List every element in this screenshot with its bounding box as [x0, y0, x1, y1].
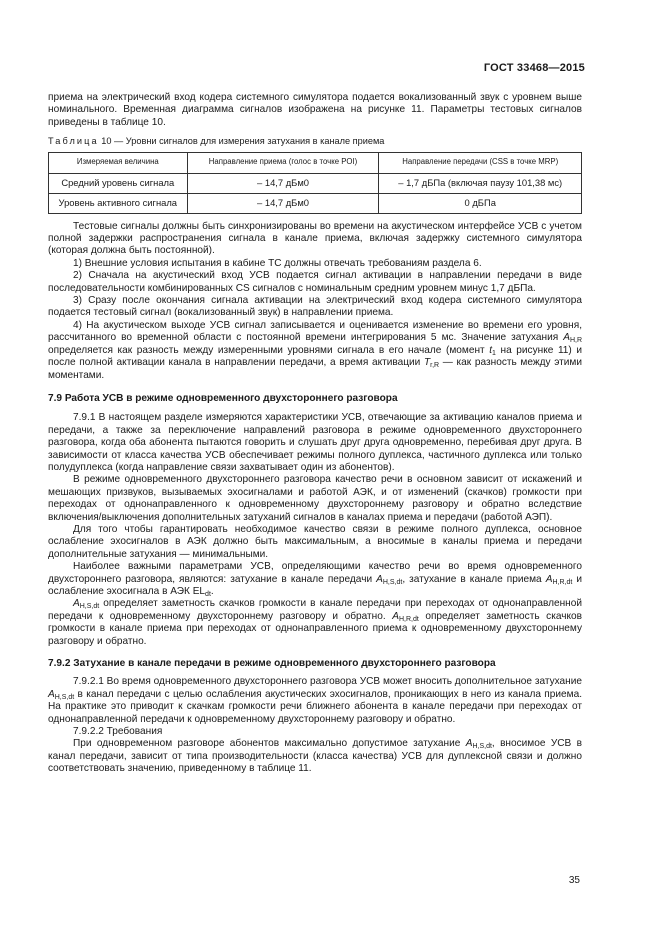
paragraph-requirements: При одновременном разговоре абонентов максимально допустимое затухание $A_{H,S,dt}$, вносимое УСВ в канал передачи, зависит от типа производительности (класса качества) УСВ для дуплексной связи и должно соответствовать значению, приведенному в таблице 11. — [48, 738, 582, 775]
paragraph-7-9-2-2: 7.9.2.2 Требования — [73, 726, 163, 738]
table-row — [49, 193, 582, 213]
step-4: 4) На акустическом выходе УСВ сигнал записывается и оценивается изменение во времени его уровня, рассчитанного во временной области с постоянной времени интегрирования 5 мс. Значение затухания $A_{H,R}$ определяется как разность между измеренными уровнями сигнала в его начале (момент $t_1$ на рисунке 11) и после полной активации канала в направлении передачи, а время активации $T_{r,R}$ — как разность между этими моментами. — [48, 319, 582, 381]
step-3: 3) Сразу после окончания сигнала активации на электрический вход кодера системного симулятора подается тестовый сигнал (вокализованный звук) в направлении приема. — [48, 295, 582, 319]
table-cell: – 1,7 дБПа (включая паузу 101,38 мс) — [379, 173, 582, 193]
document-id-header: ГОСТ 33468—2015 — [483, 62, 585, 74]
section-heading-7-9-2: 7.9.2 Затухание в канале передачи в режиме одновременного двухстороннего разговора — [48, 658, 496, 670]
step-2: 2) Сначала на акустический вход УСВ подается сигнал активации в направлении передачи в виде последовательности комбинированных CS сигналов с номинальным средним уровнем минус 1,7 дБПа. — [48, 270, 582, 294]
table-row — [49, 173, 582, 193]
paragraph-key-parameters: Наиболее важными параметрами УСВ, определяющими качество речи во время одновременного двухстороннего разговора, являются: затухание в канале передачи $A_{H,S,dt}$, затухание в канале приема $A_{H,R,dt}$ и ослабление эхосигнала в АЭК $EL_{dt}$. — [48, 561, 582, 598]
document-body — [48, 92, 582, 776]
table-header-row — [49, 152, 582, 173]
table-caption-text: 10 — Уровни сигналов для измерения затухания в канале приема — [98, 136, 385, 147]
page-number: 35 — [568, 875, 580, 886]
table-cell: Уровень активного сигнала — [49, 193, 188, 213]
step-1: 1) Внешние условия испытания в кабине ТС должны отвечать требованиям раздела 6. — [73, 257, 482, 269]
column-header: Направление передачи (CSS в точке MRP) — [379, 152, 582, 173]
section-heading-7-9: 7.9 Работа УСВ в режиме одновременного двухстороннего разговора — [48, 392, 398, 404]
table-cell: Средний уровень сигнала — [49, 173, 188, 193]
paragraph-attenuation-meaning: $A_{H,S,dt}$ определяет заметность скачков громкости в канале передачи при переходах от однонаправленной передачи к одновременному двухстороннему разговору и обратно. $A_{H,R,dt}$ определяет заметность скачков громкости в канале приема при переходах от однонаправленного приема к одновременному двухстороннему разговору и обратно. — [48, 598, 582, 647]
column-header: Измеряемая величина — [49, 152, 188, 173]
paragraph-7-9-2-1: 7.9.2.1 Во время одновременного двухстороннего разговора УСВ может вносить дополнительное затухание $A_{H,S,dt}$ в канал передачи с целью ослабления акустических эхосигналов, проникающих в него из канала приема. На практике это приводит к скачкам громкости речи ближнего абонента в канале передачи при переходах от однонаправленной передачи к одновременному двухстороннему разговору и обратно. — [48, 676, 582, 725]
paragraph-7-9-1: 7.9.1 В настоящем разделе измеряются характеристики УСВ, отвечающие за активацию каналов приема и передачи, а также за переключение направлений разговора в режиме одновременного двухстороннего разговора, когда оба абонента пытаются говорить и слушать друг друга одновременно, перебивая друг друга. В зависимости от класса качества УСВ обеспечивает режимы полного дуплекса, частичного дуплекса или только полудуплекса (когда направление связи захватывает один из абонентов). — [48, 412, 582, 473]
intro-paragraph: приема на электрический вход кодера системного симулятора подается вокализованный звук с уровнем выше номинального. Временная диаграмма сигналов изображена на рисунке 11. Параметры тестовых сигналов приведены в таблице 10. — [48, 92, 582, 128]
table-caption-label: Таблица — [48, 136, 99, 147]
table-cell: – 14,7 дБм0 — [187, 193, 379, 213]
paragraph-speech-quality: В режиме одновременного двухстороннего разговора качество речи в основном зависит от искажений и мешающих призвуков, вызываемых эхосигналами и работой АЭК, и от изменений (скачков) громкости при переходах от однонаправленного к одновременному двухстороннему разговору и обратно вследствие включения/выключения дополнительных затуханий сигналов в каналах приема и передачи (работой АЭП). — [48, 474, 582, 523]
paragraph-full-duplex: Для того чтобы гарантировать необходимое качество связи в режиме полного дуплекса, основное ослабление эхосигналов в АЭК должно быть максимальным, а вносимые в каналы приема и передачи дополнительные затухания — минимальными. — [48, 523, 582, 560]
paragraph-sync: Тестовые сигналы должны быть синхронизированы во времени на акустическом интерфейсе УСВ с учетом полной задержки распространения сигнала в канале приема, включая задержку системного симулятора (которая должна быть постоянной). — [48, 220, 582, 257]
column-header: Направление приема (голос в точке POI) — [187, 152, 379, 173]
table-cell: 0 дБПа — [379, 193, 582, 213]
table-caption — [48, 135, 582, 147]
table-cell: – 14,7 дБм0 — [187, 173, 379, 193]
signal-levels-table — [48, 152, 582, 214]
